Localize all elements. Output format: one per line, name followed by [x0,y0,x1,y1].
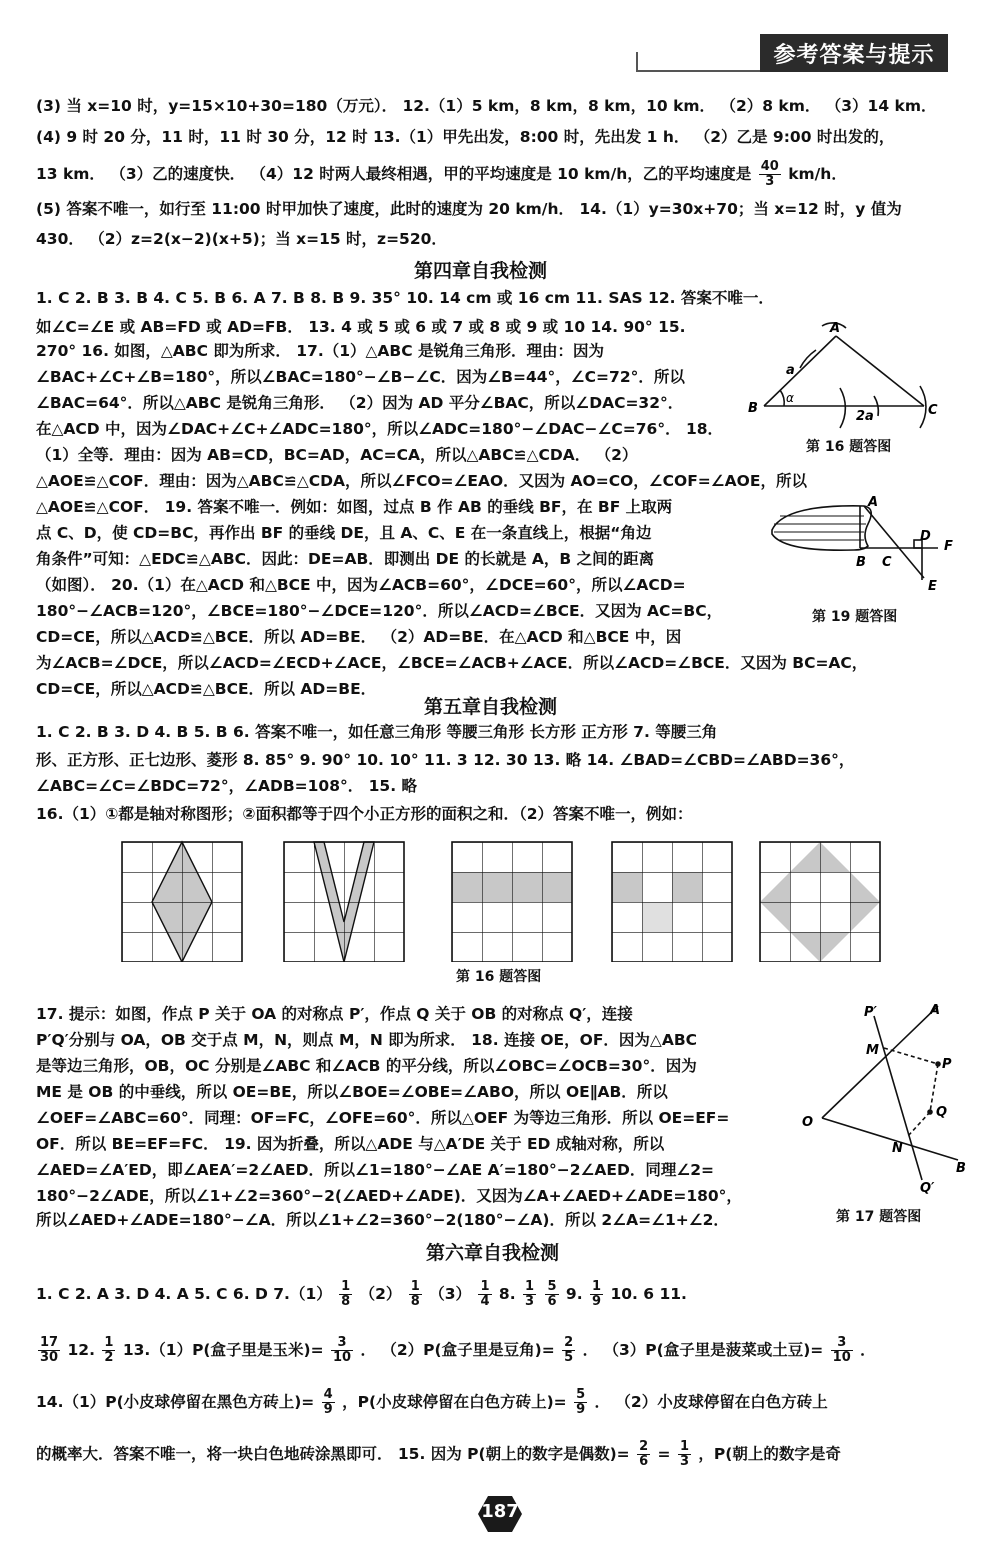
fraction [339,1280,352,1309]
pond-shape [772,506,871,550]
text-span: 9. [565,1285,583,1303]
page-number: 187 [481,1501,519,1522]
frac-num: 1 [410,1279,420,1294]
line-ace [864,506,924,578]
text-line: 270° 16. 如图，△ABC 即为所求． 17.（1）△ABC 是锐角三角形．理由：因为 [36,342,604,360]
header-tab: 参考答案与提示 [760,34,948,72]
label-b: B [856,555,866,570]
text-span: ，P(小皮球停留在白色方砖上)= [342,1393,567,1411]
label-n: N [892,1141,903,1156]
text-span: 8. [498,1285,516,1303]
frac-num: 1 [341,1279,351,1294]
text-span: km/h． [788,165,847,183]
frac-den: 9 [323,1402,333,1417]
fraction [478,1280,491,1309]
frac-num: 5 [547,1279,557,1294]
label-p: P [942,1057,952,1072]
frac-den: 10 [832,1350,851,1365]
text-line [36,1440,841,1469]
fraction [574,1388,587,1417]
frac-den: 3 [679,1454,689,1469]
fraction [545,1280,558,1309]
fraction [322,1388,335,1417]
text-line: ∠OEF=∠ABC=60°．同理：OF=FC，∠OFE=60°．所以△OEF 为等边三角形．所以 OE=EF= [36,1109,730,1127]
label-a: A [868,495,879,510]
frac-den: 9 [592,1294,602,1309]
label-b: B [956,1161,966,1176]
dashed-mp [884,1048,938,1064]
text-span: 的概率大．答案不唯一，将一块白色地砖涂黑即可． 15. 因为 P(朝上的数字是偶数)= [36,1445,630,1463]
frac-num: 2 [639,1439,649,1454]
text-span: 12. [67,1341,95,1359]
label-e: E [928,579,937,594]
fraction [409,1280,422,1309]
text-line [36,1388,828,1417]
fraction [38,1336,60,1365]
text-span: 14.（1）P(小皮球停留在黑色方砖上)= [36,1393,315,1411]
ray-oa [822,1006,938,1118]
frac-den: 3 [525,1294,535,1309]
text-line [36,1280,687,1309]
text-line: 180°−∠ACB=120°，∠BCE=180°−∠DCE=120°．所以∠ACD=∠BCE．又因为 AC=BC， [36,602,723,620]
text-line: 如∠C=∠E 或 AB=FD 或 AD=FB． 13. 4 或 5 或 6 或 7 或 8 或 9 或 10 14. 90° 15. [36,318,686,336]
label-m: M [866,1043,879,1058]
construction-arc [920,386,926,428]
frac-den: 9 [576,1402,586,1417]
frac-den: 8 [341,1294,351,1309]
label-q-prime: Q′ [920,1181,935,1196]
fraction [331,1336,353,1365]
construction-arc [800,350,816,368]
label-p-prime: P′ [864,1005,877,1020]
label-b: B [748,401,758,416]
text-line: 在△ACD 中，因为∠DAC+∠C+∠ADC=180°，所以∠ADC=180°−∠DAC−∠C=76°． 18． [36,420,724,438]
fraction [759,160,781,189]
fraction [562,1336,575,1365]
frac-den: 10 [333,1350,352,1365]
text-span: ． （3）P(盒子里是菠菜或土豆)= [582,1341,824,1359]
text-line: 点 C、D，使 CD=BC，再作出 BF 的垂线 DE，且 A、C、E 在一条直线上，根据“角边 [36,524,652,542]
label-alpha: α [786,391,794,405]
text-line: 180°−2∠ADE，所以∠1+∠2=360°−2(∠AED+∠ADE)．又因为∠A+∠AED+∠ADE=180°， [36,1187,742,1205]
fraction [678,1440,691,1469]
chapter-title: 第六章自我检测 [426,1242,560,1264]
label-a-length: a [786,363,795,378]
frac-num: 1 [480,1279,490,1294]
text-line: ∠ABC=∠C=∠BDC=72°，∠ADB=108°． 15. 略 [36,777,417,795]
text-line: 角条件”可知：△EDC≌△ABC．因此：DE=AB．即测出 DE 的长就是 A，B 之间的距离 [36,550,655,568]
text-line: 16.（1）①都是轴对称图形；②面积都等于四个小正方形的面积之和．（2）答案不唯一，例如： [36,805,693,823]
label-c: C [928,403,938,418]
label-f: F [944,539,953,554]
text-span: 1. C 2. A 3. D 4. A 5. C 6. D 7.（1） [36,1285,332,1303]
figure-caption: 第 19 题答图 [812,609,898,625]
text-line: 1. C 2. B 3. D 4. B 5. B 6. 答案不唯一，如任意三角形 等腰三角形 长方形 正方形 7. 等腰三角 [36,723,718,741]
frac-den: 6 [639,1454,649,1469]
frac-num: 1 [525,1279,535,1294]
label-a: A [830,321,841,336]
text-span: 13.（1）P(盒子里是玉米)= [122,1341,324,1359]
text-line: 所以∠AED+∠ADE=180°−∠A．所以∠1+∠2=360°−2(180°−∠A)．所以 2∠A=∠1+∠2． [36,1211,729,1229]
segment-ab [764,336,836,406]
ray-ob [822,1118,958,1160]
fraction [831,1336,853,1365]
text-line: CD=CE，所以△ACD≌△BCE．所以 AD=BE． [36,680,377,698]
frac-num: 40 [760,159,779,174]
text-line: (4) 9 时 20 分，11 时，11 时 30 分，12 时 13.（1）甲先出发，8:00 时，先出发 1 h． （2）乙是 9:00 时出发的， [36,128,895,146]
construction-arc [840,388,845,428]
grid-2 [284,842,404,962]
text-span: 10. 6 11. [610,1285,687,1303]
fraction [523,1280,536,1309]
text-line [36,1336,876,1365]
frac-den: 5 [564,1350,574,1365]
figure-caption: 第 16 题答图 [806,439,892,455]
text-line: ∠BAC=64°．所以△ABC 是锐角三角形． （2）因为 AD 平分∠BAC，所以∠DAC=32°． [36,394,684,412]
frac-den: 2 [104,1350,114,1365]
label-a: A [930,1003,941,1018]
text-span: = [657,1445,671,1463]
text-span: ，P(朝上的数字是奇 [698,1445,841,1463]
text-line: CD=CE，所以△ACD≌△BCE．所以 AD=BE． （2）AD=BE．在△ACD 和△BCE 中，因 [36,628,682,646]
frac-den: 8 [410,1294,420,1309]
text-line: 是等边三角形，OB，OC 分别是∠ABC 和∠ACB 的平分线，所以∠OBC=∠OCB=30°．因为 [36,1057,697,1075]
grid-5 [760,842,880,962]
frac-num: 3 [831,1336,853,1351]
fraction [102,1336,115,1365]
text-line: ∠AED=∠A′ED，即∠AEA′=2∠AED．所以∠1=180°−∠AE A′=180°−2∠AED．同理∠2= [36,1161,715,1179]
frac-den: 6 [547,1294,557,1309]
text-line: P′Q′分别与 OA，OB 交于点 M，N，则点 M，N 即为所求． 18. 连接 OE，OF．因为△ABC [36,1031,698,1049]
text-line: 为∠ACB=∠DCE，所以∠ACD=∠ECD+∠ACE，∠BCE=∠ACB+∠ACE．所以∠ACD=∠BCE．又因为 BC=AC， [36,654,868,672]
frac-num: 2 [564,1335,574,1350]
text-line: ME 是 OB 的中垂线，所以 OE=BE，所以∠BOE=∠OBE=∠ABO，所以 OE∥AB．所以 [36,1083,668,1101]
frac-num: 1 [104,1335,114,1350]
figure-caption: 第 17 题答图 [836,1209,922,1225]
frac-den: 30 [40,1350,59,1365]
frac-num: 3 [331,1336,353,1351]
label-d: D [920,529,931,544]
frac-num: 17 [40,1335,59,1350]
label-c: C [882,555,892,570]
figure-17-reflection [796,1002,972,1202]
chapter-title: 第四章自我检测 [414,260,548,282]
chapter-title: 第五章自我检测 [424,696,558,718]
frac-num: 5 [576,1387,586,1402]
label-o: O [802,1115,814,1130]
dashed-qn [908,1112,930,1136]
figure-16-symmetric-grids [120,840,882,962]
text-line: 17. 提示：如图，作点 P 关于 OA 的对称点 P′，作点 Q 关于 OB 的对称点 Q′，连接 [36,1005,633,1023]
text-line: 形、正方形、正七边形、菱形 8. 85° 9. 90° 10. 10° 11. 3 12. 30 13. 略 14. ∠BAD=∠CBD=∠ABD=36°， [36,751,855,769]
text-line: (5) 答案不唯一，如行至 11:00 时甲加快了速度，此时的速度为 20 km/h． 14.（1）y=30x+70；当 x=12 时，y 值为 [36,200,902,218]
figure-19-river-measurement [764,494,964,604]
fraction [590,1280,603,1309]
text-span: ． （2）小皮球停留在白色方砖上 [594,1393,828,1411]
angle-arc [780,390,784,406]
header-rule [636,70,766,72]
label-q: Q [936,1105,948,1120]
text-line: （如图）． 20.（1）在△ACD 和△BCE 中，因为∠ACB=60°，∠DCE=60°，所以∠ACD= [36,576,686,594]
grid-1 [122,842,242,962]
frac-den: 3 [765,174,775,189]
frac-num: 4 [323,1387,333,1402]
figure-caption: 第 16 题答图 [456,969,542,985]
figure-16-construction [744,318,954,436]
text-line: 1. C 2. B 3. B 4. C 5. B 6. A 7. B 8. B 9. 35° 10. 14 cm 或 16 cm 11. SAS 12. 答案不唯一． [36,289,774,307]
text-line [36,160,847,189]
text-line: ∠BAC+∠C+∠B=180°，所以∠BAC=180°−∠B−∠C．因为∠B=44°，∠C=72°．所以 [36,368,685,386]
pond-hatch [774,516,866,540]
frac-den: 4 [480,1294,490,1309]
text-span: （2） [359,1285,402,1303]
text-line: (3) 当 x=10 时，y=15×10+30=180（万元）． 12.（1）5 km，8 km，8 km，10 km． （2）8 km． （3）14 km． [36,97,937,115]
segment-ac [836,336,924,406]
frac-num: 1 [679,1439,689,1454]
text-span: ． （2）P(盒子里是豆角)= [360,1341,555,1359]
text-span: ． [860,1341,876,1359]
text-line: 430． （2）z=2(x−2)(x+5)；当 x=15 时，z=520． [36,230,447,248]
grid-4 [612,842,732,962]
text-line: （1）全等．理由：因为 AB=CD，BC=AD，AC=CA，所以△ABC≌△CDA． （2） [36,446,638,464]
text-line: OF．所以 BE=EF=FC． 19. 因为折叠，所以△ADE 与△A′DE 关于 ED 成轴对称，所以 [36,1135,665,1153]
text-line: △AOE≌△COF．理由：因为△ABC≌△CDA，所以∠FCO=∠EAO．又因为 AO=CO，∠COF=∠AOE，所以 [36,472,807,490]
text-span: 13 km． （3）乙的速度快． （4）12 时两人最终相遇，甲的平均速度是 10 km/h，乙的平均速度是 [36,165,752,183]
fraction [637,1440,650,1469]
grid-3 [452,842,572,962]
frac-num: 1 [592,1279,602,1294]
header-rule-stub [636,52,638,72]
text-line: △AOE≌△COF． 19. 答案不唯一．例如：如图，过点 B 作 AB 的垂线 BF，在 BF 上取两 [36,498,673,516]
text-span: （3） [429,1285,472,1303]
label-2a: 2a [856,409,874,424]
